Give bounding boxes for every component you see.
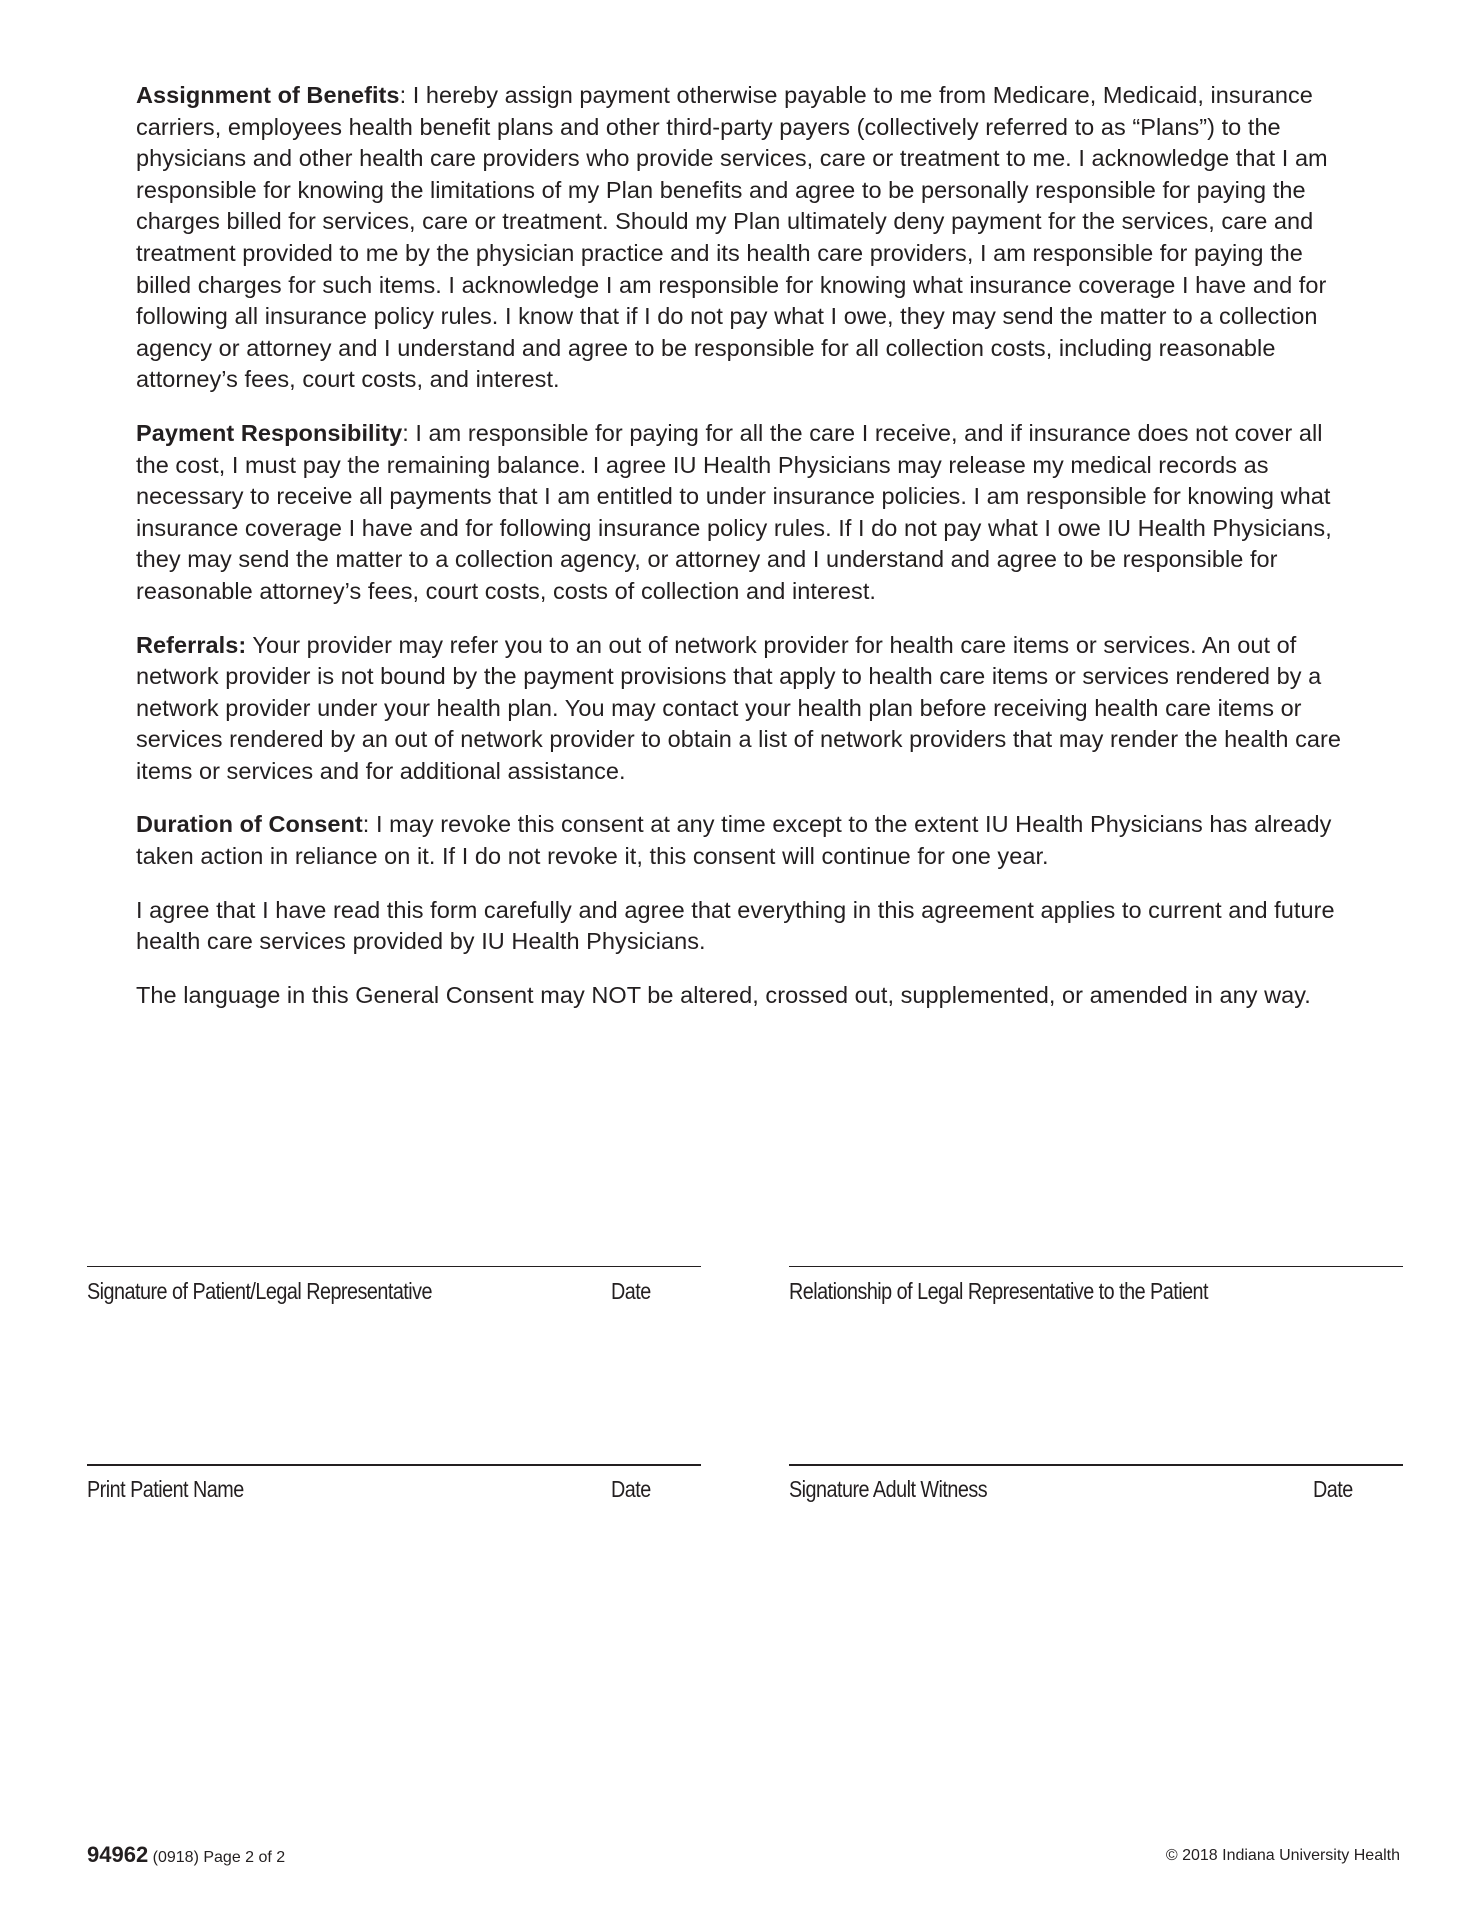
witness-date-label: Date: [1313, 1476, 1353, 1502]
paragraph-text: Your provider may refer you to an out of network provider for health care items or services. An out of network provider is not bound by the payment provisions that apply to health care items or services rendered by a network provider under your health plan. You may contact your health plan before receiving health care items or services rendered by an out of network provider to obtain a list of network providers that may render the health care items or services and for additional assistance.: [136, 631, 1341, 784]
copyright-notice: © 2018 Indiana University Health: [1165, 1847, 1400, 1864]
form-number: 94962: [87, 1842, 149, 1867]
paragraph-heading: Duration of Consent: [136, 811, 363, 838]
paragraph-text: I am responsible for paying for all the care I receive, and if insurance does not cover all the cost, I must pay the remaining balance. I agree IU Health Physicians may release my medical records as necessary to receive all payments that I am entitled to under insurance policies. I am responsible for knowing what insurance coverage I have and for following insurance policy rules. If I do not pay what I owe IU Health Physicians, they may send the matter to a collection agency, or attorney and I understand and agree to be responsible for reasonable attorney’s fees, court costs, costs of collection and interest.: [136, 419, 1332, 604]
form-revision: (0918): [152, 1849, 199, 1866]
heading-separator: :: [362, 811, 376, 838]
paragraph-referrals: [136, 630, 1356, 788]
paragraph-no-alteration: [136, 980, 1356, 1012]
consent-body: [136, 80, 1356, 1033]
paragraph-assignment-of-benefits: [136, 80, 1356, 396]
witness-signature-label: Signature Adult Witness: [789, 1476, 988, 1502]
paragraph-text: I may revoke this consent at any time except to the extent IU Health Physicians has already taken action in reliance on it. If I do not revoke it, this consent will continue for one year.: [136, 811, 1332, 870]
paragraph-duration-of-consent: [136, 809, 1356, 872]
paragraph-heading: Assignment of Benefits: [136, 82, 400, 108]
relationship-line[interactable]: [789, 1266, 1403, 1267]
patient-signature-date-label: Date: [611, 1278, 651, 1304]
paragraph-heading: Payment Responsibility: [136, 419, 403, 446]
patient-signature-label: Signature of Patient/Legal Representative: [87, 1278, 433, 1304]
paragraph-agreement: [136, 895, 1356, 958]
paragraph-text: I agree that I have read this form carefully and agree that everything in this agreement applies to current and future health care services provided by IU Health Physicians.: [136, 896, 1335, 955]
heading-separator: :: [402, 419, 416, 446]
paragraph-text: The language in this General Consent may NOT be altered, crossed out, supplemented, or amended in any way.: [136, 981, 1311, 1008]
page-indicator: Page 2 of 2: [203, 1849, 286, 1866]
form-footer-left: [87, 1842, 285, 1868]
paragraph-text: I hereby assign payment otherwise payable to me from Medicare, Medicaid, insurance carriers, employees health benefit plans and other third-party payers (collectively referred to as “Plans”) to the physicians and other health care providers who provide services, care or treatment to me. I acknowledge that I am responsible for knowing the limitations of my Plan benefits and agree to be personally responsible for paying the charges billed for services, care or treatment. Should my Plan ultimately deny payment for the services, care and treatment provided to me by the physician practice and its health care providers, I am responsible for paying the billed charges for such items. I acknowledge I am responsible for knowing what insurance coverage I have and for following all insurance policy rules. I know that if I do not pay what I owe, they may send the matter to a collection agency or attorney and I understand and agree to be responsible for all collection costs, including reasonable attorney’s fees, court costs, and interest.: [136, 82, 1328, 393]
print-name-label: Print Patient Name: [87, 1476, 244, 1502]
print-name-line[interactable]: [87, 1464, 701, 1466]
witness-signature-line[interactable]: [789, 1464, 1403, 1466]
heading-separator: :: [399, 82, 413, 108]
paragraph-heading: Referrals:: [136, 631, 247, 658]
print-name-date-label: Date: [611, 1476, 651, 1502]
patient-signature-line[interactable]: [87, 1266, 701, 1267]
relationship-label: Relationship of Legal Representative to the Patient: [789, 1278, 1209, 1304]
paragraph-payment-responsibility: [136, 418, 1356, 608]
